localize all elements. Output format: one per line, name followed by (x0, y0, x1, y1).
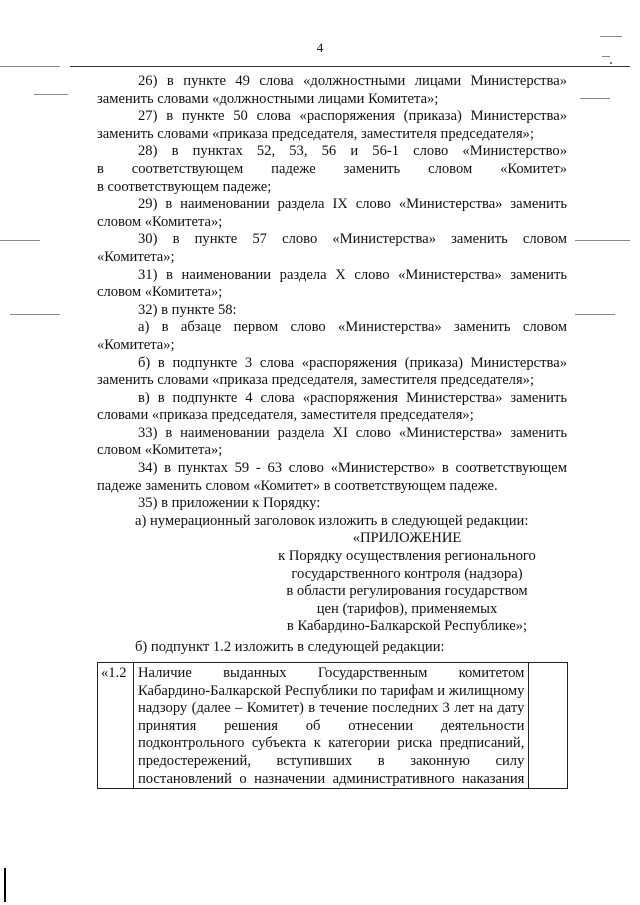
scan-artifact (575, 240, 630, 241)
scan-artifact (0, 240, 40, 241)
item-32-b-cont: заменить словами «приказа председателя, заместителя председателя»; (97, 372, 535, 389)
scan-artifact (0, 66, 60, 67)
item-28-cont: в соответствующем падеже заменить словом «Комитет» (97, 160, 567, 177)
scan-artifact (610, 62, 612, 64)
criterion-line: подконтрольного субъекта к категории риска предписаний, (137, 735, 525, 752)
header-rule (70, 66, 630, 67)
item-33-cont: словом «Комитета»; (97, 442, 223, 459)
criterion-line: надзору (далее – Комитет) в течение последних 3 лет на дату (137, 700, 525, 717)
item-32-a-cont: «Комитета»; (97, 336, 175, 353)
item-31-cont: словом «Комитета»; (97, 284, 223, 301)
item-26: 26) в пункте 49 слова «должностными лицами Министерства» (138, 73, 567, 89)
criterion-line: принятия решения об отнесении деятельности (137, 717, 525, 734)
appendix-header (257, 530, 557, 636)
document-body (97, 73, 567, 657)
item-30-cont: «Комитета»; (97, 248, 175, 265)
table-row (98, 663, 568, 789)
item-28: 28) в пунктах 52, 53, 56 и 56-1 слово «Министерство» (138, 143, 567, 160)
criterion-number: «1.2 (98, 663, 134, 789)
item-28-end: в соответствующем падеже; (97, 178, 272, 195)
item-29: 29) в наименовании раздела IX слово «Министерства» заменить (138, 196, 567, 213)
scan-artifact (10, 314, 60, 315)
appendix-line: в Кабардино-Балкарской Республике»; (286, 618, 528, 635)
criterion-line: постановлений о назначении административного наказания (137, 770, 525, 787)
appendix-line: государственного контроля (надзора) (291, 565, 523, 582)
criteria-table (97, 662, 568, 789)
item-30: 30) в пункте 57 слово «Министерства» заменить словом (138, 231, 567, 248)
scan-artifact (600, 36, 622, 37)
item-34-cont: падеже заменить словом «Комитет» в соответствующем падеже. (97, 477, 498, 494)
item-29-cont: словом «Комитета»; (97, 213, 223, 230)
criterion-line: Кабардино-Балкарской Республики по тарифам и жилищному (137, 682, 525, 699)
item-35: 35) в приложении к Порядку: (138, 495, 321, 512)
item-34: 34) в пунктах 59 - 63 слово «Министерство» в соответствующем (138, 460, 567, 477)
criterion-line: предостережений, вступивших в законную силу (137, 752, 525, 769)
scan-artifact (580, 98, 610, 99)
item-32-c-cont: словами «приказа председателя, заместителя председателя»; (97, 407, 474, 424)
item-26-cont: заменить словами «должностными лицами Комитета»; (97, 90, 439, 107)
item-27: 27) в пункте 50 слова «распоряжения (приказа) Министерства» (138, 108, 567, 125)
scan-edge-mark (4, 868, 6, 902)
appendix-line: цен (тарифов), применяемых (316, 600, 498, 617)
item-32-b: б) в подпункте 3 слова «распоряжения (приказа) Министерства» (138, 354, 567, 371)
item-32-a: а) в абзаце первом слово «Министерства» заменить словом (138, 319, 567, 336)
page-number: 4 (316, 40, 324, 55)
item-35-a: а) нумерационный заголовок изложить в следующей редакции: (135, 512, 529, 529)
appendix-line: к Порядку осуществления регионального (278, 548, 536, 565)
item-32: 32) в пункте 58: (138, 301, 237, 318)
item-27-cont: заменить словами «приказа председателя, заместителя председателя»; (97, 125, 535, 142)
appendix-title: «ПРИЛОЖЕНИЕ (352, 530, 462, 547)
criterion-text (133, 663, 528, 789)
item-33: 33) в наименовании раздела XI слово «Министерства» заменить (138, 424, 567, 441)
empty-cell (529, 663, 568, 789)
scan-artifact (34, 94, 68, 95)
item-35-b: б) подпункт 1.2 изложить в следующей редакции: (135, 639, 445, 655)
item-31: 31) в наименовании раздела X слово «Министерства» заменить (138, 266, 567, 283)
scan-artifact (602, 56, 610, 57)
item-32-c: в) в подпункте 4 слова «распоряжения Министерства» заменить (138, 389, 567, 406)
appendix-line: в области регулирования государством (286, 583, 528, 600)
scan-artifact (575, 314, 615, 315)
criterion-line: Наличие выданных Государственным комитетом (137, 665, 525, 681)
